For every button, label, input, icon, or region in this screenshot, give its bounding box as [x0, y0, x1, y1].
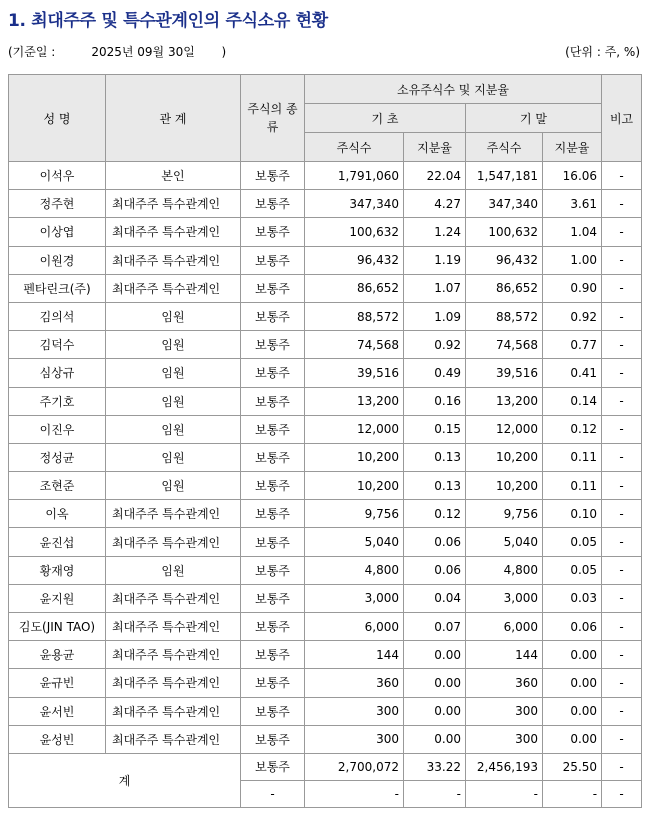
- cell-note: -: [602, 613, 642, 641]
- cell-begin-ratio: 1.07: [404, 274, 466, 302]
- cell-name: 이진우: [9, 415, 106, 443]
- cell-end-ratio: 0.03: [543, 584, 602, 612]
- cell-stock-type: 보통주: [241, 584, 305, 612]
- cell-stock-type: 보통주: [241, 641, 305, 669]
- total-begin-ratio: 33.22: [404, 753, 466, 780]
- cell-end-ratio: 0.00: [543, 697, 602, 725]
- header-end-ratio: 지분율: [543, 133, 602, 162]
- cell-note: -: [602, 359, 642, 387]
- cell-note: -: [602, 443, 642, 471]
- cell-begin-ratio: 0.12: [404, 500, 466, 528]
- table-row: [9, 641, 642, 669]
- total-begin-shares: 2,700,072: [305, 753, 404, 780]
- cell-stock-type: 보통주: [241, 697, 305, 725]
- cell-name: 윤진섭: [9, 528, 106, 556]
- header-stock-type: [241, 75, 305, 162]
- cell-end-ratio: 0.41: [543, 359, 602, 387]
- table-body: [9, 162, 642, 754]
- cell-end-ratio: 0.92: [543, 302, 602, 330]
- cell-stock-type: 보통주: [241, 387, 305, 415]
- cell-relation: 최대주주 특수관계인: [106, 725, 241, 753]
- cell-relation: 최대주주 특수관계인: [106, 246, 241, 274]
- cell-name: 윤규빈: [9, 669, 106, 697]
- cell-relation: 임원: [106, 472, 241, 500]
- cell-begin-shares: 300: [305, 725, 404, 753]
- cell-stock-type: 보통주: [241, 218, 305, 246]
- cell-begin-ratio: 1.24: [404, 218, 466, 246]
- cell-end-ratio: 0.00: [543, 641, 602, 669]
- cell-end-ratio: 0.00: [543, 669, 602, 697]
- cell-end-shares: 360: [466, 669, 543, 697]
- cell-stock-type: 보통주: [241, 669, 305, 697]
- total2-type: -: [241, 780, 305, 807]
- cell-end-shares: 3,000: [466, 584, 543, 612]
- cell-relation: 임원: [106, 302, 241, 330]
- cell-name: 황재영: [9, 556, 106, 584]
- cell-begin-ratio: 0.13: [404, 472, 466, 500]
- cell-stock-type: 보통주: [241, 359, 305, 387]
- cell-stock-type: 보통주: [241, 443, 305, 471]
- table-row: [9, 725, 642, 753]
- cell-note: -: [602, 274, 642, 302]
- cell-relation: 최대주주 특수관계인: [106, 218, 241, 246]
- cell-relation: 최대주주 특수관계인: [106, 190, 241, 218]
- total-end-ratio: 25.50: [543, 753, 602, 780]
- cell-end-shares: 86,652: [466, 274, 543, 302]
- cell-end-shares: 9,756: [466, 500, 543, 528]
- base-date-close: ): [221, 45, 227, 59]
- total-end-shares: 2,456,193: [466, 753, 543, 780]
- table-row: [9, 190, 642, 218]
- cell-note: -: [602, 697, 642, 725]
- cell-relation: 최대주주 특수관계인: [106, 274, 241, 302]
- cell-begin-ratio: 1.19: [404, 246, 466, 274]
- cell-end-ratio: 0.11: [543, 472, 602, 500]
- cell-end-ratio: 0.05: [543, 556, 602, 584]
- table-row: [9, 274, 642, 302]
- cell-begin-shares: 1,791,060: [305, 162, 404, 190]
- shareholding-table: [8, 74, 642, 808]
- header-begin-shares: 주식수: [305, 133, 404, 162]
- cell-note: -: [602, 415, 642, 443]
- cell-begin-ratio: 1.09: [404, 302, 466, 330]
- header-end: 기 말: [466, 104, 602, 133]
- cell-stock-type: 보통주: [241, 331, 305, 359]
- cell-name: 윤서빈: [9, 697, 106, 725]
- cell-end-shares: 10,200: [466, 443, 543, 471]
- base-date-label: (기준일 :: [8, 45, 56, 59]
- cell-end-shares: 10,200: [466, 472, 543, 500]
- table-row: [9, 528, 642, 556]
- table-row: [9, 697, 642, 725]
- cell-name: 김의석: [9, 302, 106, 330]
- cell-name: 김도(JIN TAO): [9, 613, 106, 641]
- cell-name: 조현준: [9, 472, 106, 500]
- table-row: [9, 218, 642, 246]
- cell-relation: 최대주주 특수관계인: [106, 669, 241, 697]
- cell-begin-ratio: 4.27: [404, 190, 466, 218]
- cell-name: 심상규: [9, 359, 106, 387]
- cell-end-ratio: 0.77: [543, 331, 602, 359]
- cell-begin-ratio: 0.06: [404, 528, 466, 556]
- cell-end-ratio: 0.05: [543, 528, 602, 556]
- cell-end-ratio: 0.12: [543, 415, 602, 443]
- cell-begin-shares: 74,568: [305, 331, 404, 359]
- total2-end-shares: -: [466, 780, 543, 807]
- cell-note: -: [602, 584, 642, 612]
- cell-note: -: [602, 331, 642, 359]
- cell-begin-ratio: 0.49: [404, 359, 466, 387]
- cell-relation: 최대주주 특수관계인: [106, 528, 241, 556]
- cell-end-shares: 4,800: [466, 556, 543, 584]
- cell-begin-ratio: 0.13: [404, 443, 466, 471]
- base-date-value: 2025년 09월 30일: [91, 45, 195, 59]
- cell-note: -: [602, 218, 642, 246]
- cell-note: -: [602, 725, 642, 753]
- cell-begin-shares: 300: [305, 697, 404, 725]
- cell-end-shares: 1,547,181: [466, 162, 543, 190]
- cell-relation: 최대주주 특수관계인: [106, 641, 241, 669]
- cell-relation: 임원: [106, 359, 241, 387]
- cell-end-ratio: 0.10: [543, 500, 602, 528]
- cell-relation: 최대주주 특수관계인: [106, 697, 241, 725]
- cell-stock-type: 보통주: [241, 162, 305, 190]
- total2-begin-ratio: -: [404, 780, 466, 807]
- cell-begin-shares: 86,652: [305, 274, 404, 302]
- cell-end-shares: 144: [466, 641, 543, 669]
- cell-name: 주기호: [9, 387, 106, 415]
- page-title: 1. 최대주주 및 특수관계인의 주식소유 현황: [8, 11, 328, 31]
- cell-begin-shares: 10,200: [305, 472, 404, 500]
- cell-begin-shares: 5,040: [305, 528, 404, 556]
- cell-begin-ratio: 22.04: [404, 162, 466, 190]
- cell-stock-type: 보통주: [241, 472, 305, 500]
- cell-note: -: [602, 669, 642, 697]
- table-row: [9, 415, 642, 443]
- cell-stock-type: 보통주: [241, 556, 305, 584]
- cell-end-shares: 347,340: [466, 190, 543, 218]
- cell-end-shares: 88,572: [466, 302, 543, 330]
- table-total: [9, 753, 642, 807]
- cell-end-shares: 6,000: [466, 613, 543, 641]
- cell-note: -: [602, 556, 642, 584]
- cell-begin-shares: 4,800: [305, 556, 404, 584]
- cell-stock-type: 보통주: [241, 415, 305, 443]
- header-relation: 관 계: [106, 75, 241, 162]
- cell-begin-shares: 96,432: [305, 246, 404, 274]
- cell-name: 윤지원: [9, 584, 106, 612]
- cell-note: -: [602, 641, 642, 669]
- cell-end-shares: 5,040: [466, 528, 543, 556]
- cell-begin-ratio: 0.00: [404, 725, 466, 753]
- cell-end-shares: 12,000: [466, 415, 543, 443]
- cell-begin-shares: 100,632: [305, 218, 404, 246]
- cell-end-ratio: 0.90: [543, 274, 602, 302]
- cell-end-ratio: 1.00: [543, 246, 602, 274]
- cell-begin-shares: 144: [305, 641, 404, 669]
- cell-note: -: [602, 246, 642, 274]
- table-row: [9, 302, 642, 330]
- cell-stock-type: 보통주: [241, 246, 305, 274]
- cell-stock-type: 보통주: [241, 190, 305, 218]
- cell-name: 이상엽: [9, 218, 106, 246]
- cell-note: -: [602, 472, 642, 500]
- cell-begin-ratio: 0.16: [404, 387, 466, 415]
- cell-begin-ratio: 0.92: [404, 331, 466, 359]
- cell-begin-ratio: 0.00: [404, 669, 466, 697]
- cell-begin-ratio: 0.06: [404, 556, 466, 584]
- cell-stock-type: 보통주: [241, 725, 305, 753]
- cell-note: -: [602, 162, 642, 190]
- cell-begin-shares: 9,756: [305, 500, 404, 528]
- cell-begin-shares: 360: [305, 669, 404, 697]
- table-row: [9, 584, 642, 612]
- cell-begin-shares: 12,000: [305, 415, 404, 443]
- table-row: [9, 669, 642, 697]
- cell-name: 펜타린크(주): [9, 274, 106, 302]
- cell-relation: 최대주주 특수관계인: [106, 500, 241, 528]
- table-row: [9, 246, 642, 274]
- header-begin: 기 초: [305, 104, 466, 133]
- cell-begin-shares: 6,000: [305, 613, 404, 641]
- cell-relation: 임원: [106, 415, 241, 443]
- cell-name: 이석우: [9, 162, 106, 190]
- cell-end-ratio: 0.11: [543, 443, 602, 471]
- cell-stock-type: 보통주: [241, 613, 305, 641]
- cell-begin-shares: 39,516: [305, 359, 404, 387]
- table-row: [9, 500, 642, 528]
- total-note: -: [602, 753, 642, 780]
- cell-end-shares: 13,200: [466, 387, 543, 415]
- cell-begin-ratio: 0.04: [404, 584, 466, 612]
- cell-begin-shares: 347,340: [305, 190, 404, 218]
- total2-note: -: [602, 780, 642, 807]
- cell-begin-shares: 13,200: [305, 387, 404, 415]
- cell-note: -: [602, 190, 642, 218]
- cell-relation: 본인: [106, 162, 241, 190]
- cell-relation: 임원: [106, 331, 241, 359]
- cell-name: 정성균: [9, 443, 106, 471]
- total2-end-ratio: -: [543, 780, 602, 807]
- cell-name: 이옥: [9, 500, 106, 528]
- header-holding: 소유주식수 및 지분율: [305, 75, 602, 104]
- cell-begin-ratio: 0.00: [404, 697, 466, 725]
- cell-note: -: [602, 500, 642, 528]
- cell-end-shares: 300: [466, 697, 543, 725]
- cell-note: -: [602, 387, 642, 415]
- cell-stock-type: 보통주: [241, 528, 305, 556]
- cell-end-ratio: 16.06: [543, 162, 602, 190]
- cell-end-shares: 74,568: [466, 331, 543, 359]
- cell-begin-shares: 3,000: [305, 584, 404, 612]
- cell-end-ratio: 3.61: [543, 190, 602, 218]
- cell-relation: 임원: [106, 556, 241, 584]
- header-begin-ratio: 지분율: [404, 133, 466, 162]
- cell-end-shares: 100,632: [466, 218, 543, 246]
- cell-stock-type: 보통주: [241, 302, 305, 330]
- table-row: [9, 556, 642, 584]
- cell-begin-ratio: 0.15: [404, 415, 466, 443]
- cell-end-ratio: 0.06: [543, 613, 602, 641]
- total2-begin-shares: -: [305, 780, 404, 807]
- cell-relation: 임원: [106, 387, 241, 415]
- cell-end-ratio: 0.00: [543, 725, 602, 753]
- cell-end-ratio: 1.04: [543, 218, 602, 246]
- table-row: [9, 387, 642, 415]
- base-date: [8, 43, 226, 60]
- cell-note: -: [602, 528, 642, 556]
- table-row: [9, 443, 642, 471]
- cell-end-shares: 300: [466, 725, 543, 753]
- cell-stock-type: 보통주: [241, 274, 305, 302]
- cell-begin-ratio: 0.07: [404, 613, 466, 641]
- cell-end-shares: 96,432: [466, 246, 543, 274]
- cell-begin-ratio: 0.00: [404, 641, 466, 669]
- cell-stock-type: 보통주: [241, 500, 305, 528]
- cell-name: 김덕수: [9, 331, 106, 359]
- total-type: 보통주: [241, 753, 305, 780]
- table-row: [9, 162, 642, 190]
- table-row: [9, 613, 642, 641]
- unit-label: (단위 : 주, %): [565, 45, 640, 59]
- cell-relation: 최대주주 특수관계인: [106, 584, 241, 612]
- header-name: 성 명: [9, 75, 106, 162]
- header-stock-type-text: 주식의 종류: [247, 102, 298, 134]
- cell-begin-shares: 88,572: [305, 302, 404, 330]
- cell-begin-shares: 10,200: [305, 443, 404, 471]
- cell-end-ratio: 0.14: [543, 387, 602, 415]
- table-row: [9, 472, 642, 500]
- cell-name: 이원경: [9, 246, 106, 274]
- header-end-shares: 주식수: [466, 133, 543, 162]
- table-row: [9, 331, 642, 359]
- header-note: 비고: [602, 75, 642, 162]
- table-row: [9, 359, 642, 387]
- cell-name: 윤용균: [9, 641, 106, 669]
- cell-note: -: [602, 302, 642, 330]
- cell-end-shares: 39,516: [466, 359, 543, 387]
- cell-name: 윤성빈: [9, 725, 106, 753]
- cell-name: 정주현: [9, 190, 106, 218]
- cell-relation: 최대주주 특수관계인: [106, 613, 241, 641]
- cell-relation: 임원: [106, 443, 241, 471]
- total-label: 계: [9, 753, 241, 807]
